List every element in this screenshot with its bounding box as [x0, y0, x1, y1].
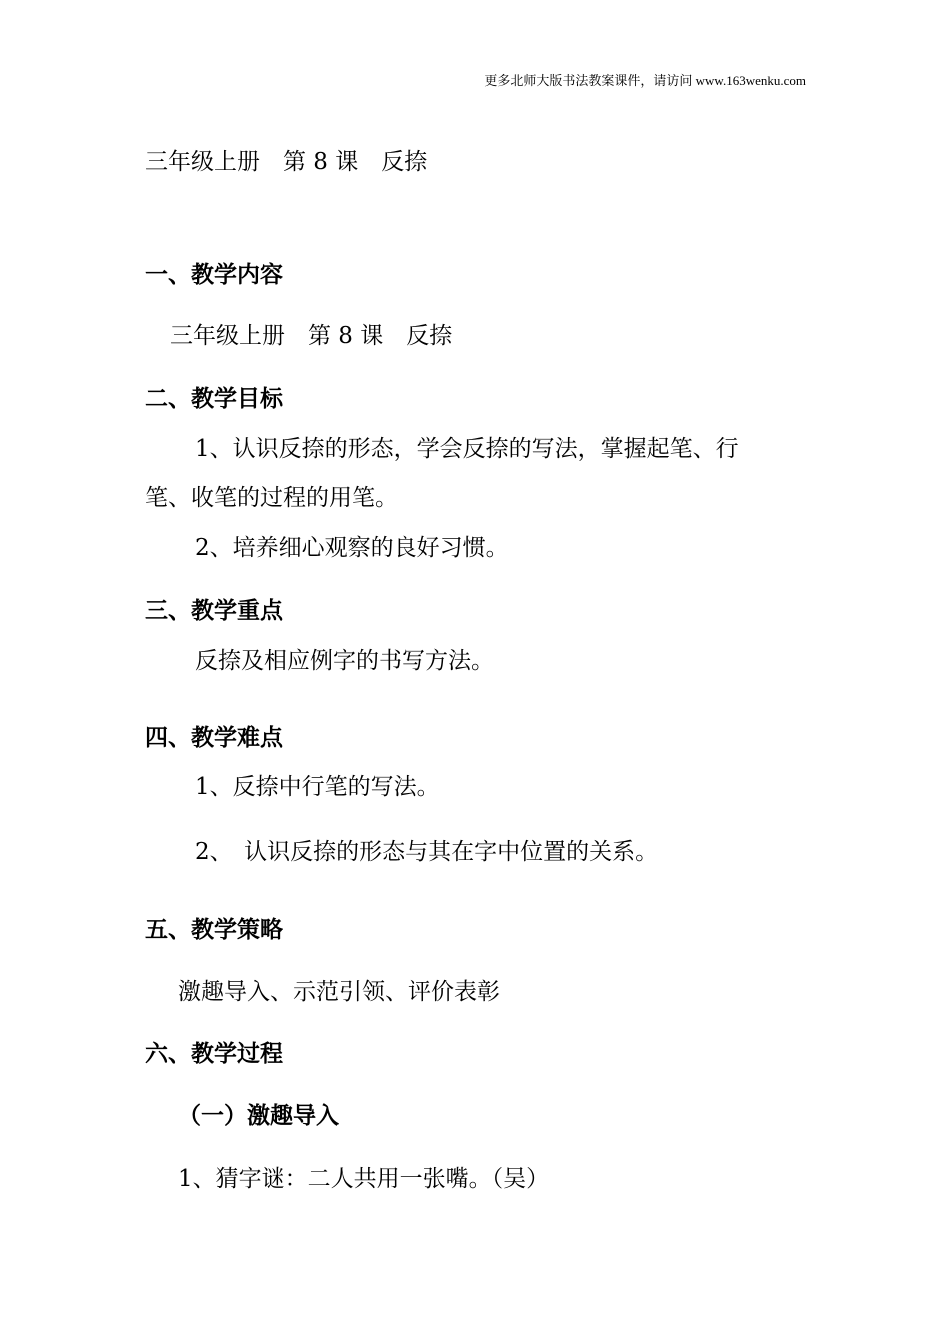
section-6-item-1: 1、猜字谜：二人共用一张嘴。（吴）: [178, 1166, 550, 1192]
section-2-item-1a: 1、认识反捺的形态，学会反捺的写法，掌握起笔、行: [195, 436, 739, 462]
section-1-heading: 一、教学内容: [145, 262, 283, 288]
section-4-item-1: 1、反捺中行笔的写法。: [195, 774, 440, 800]
section-2-item-2: 2、培养细心观察的良好习惯。: [195, 535, 509, 561]
header-note: 更多北师大版书法教案课件，请访问 www.163wenku.com: [484, 73, 806, 88]
section-4-heading: 四、教学难点: [145, 725, 283, 751]
section-6-subheading: （一）激趣导入: [178, 1103, 339, 1129]
section-3-heading: 三、教学重点: [145, 598, 283, 624]
section-3-text: 反捺及相应例字的书写方法。: [195, 648, 494, 674]
section-1-text: 三年级上册 第 8 课 反捺: [170, 323, 453, 349]
section-5-heading: 五、教学策略: [145, 917, 283, 943]
document-title: 三年级上册 第 8 课 反捺: [145, 149, 428, 175]
section-6-heading: 六、教学过程: [145, 1041, 283, 1067]
section-2-heading: 二、教学目标: [145, 386, 283, 412]
section-4-item-2: 2、 认识反捺的形态与其在字中位置的关系。: [195, 839, 659, 865]
section-5-text: 激趣导入、示范引领、评价表彰: [178, 979, 500, 1005]
section-2-item-1b: 笔、收笔的过程的用笔。: [145, 485, 398, 511]
